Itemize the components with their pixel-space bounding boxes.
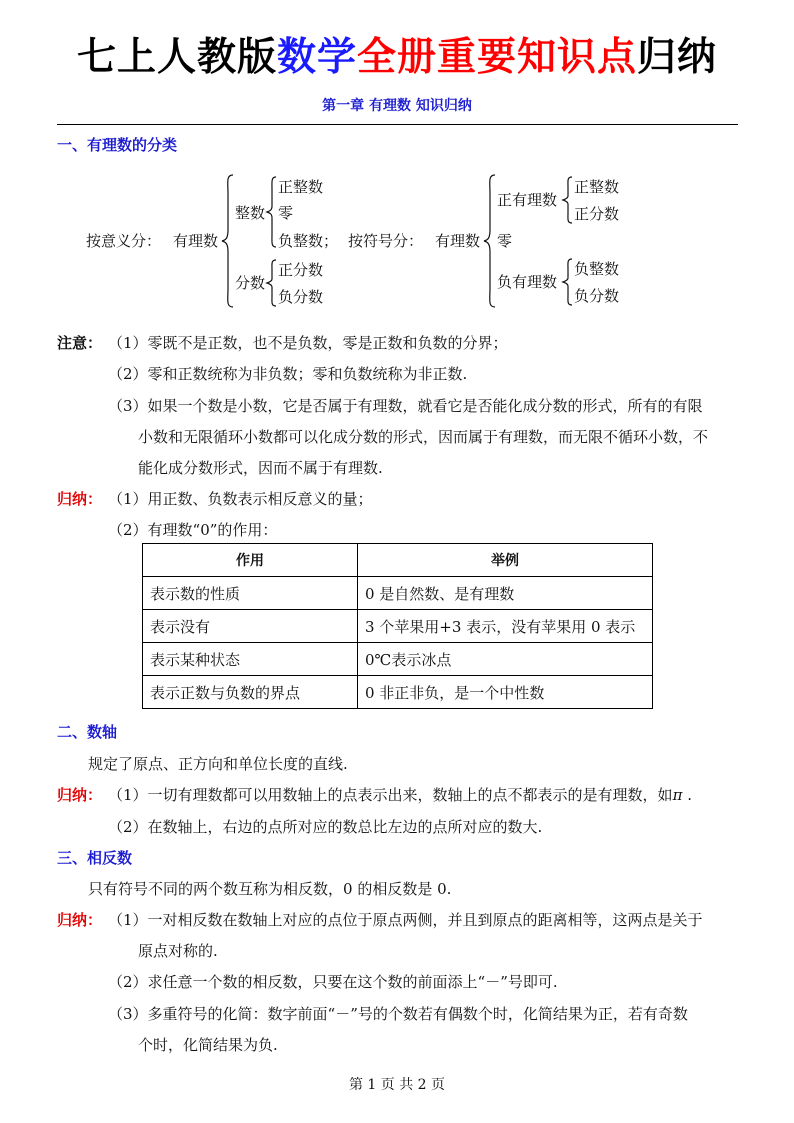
summary-1-item-1: （1）用正数、负数表示相反意义的量； <box>108 490 373 508</box>
by-meaning-root: 有理数 <box>173 232 219 250</box>
table-cell: 表示数的性质 <box>143 577 358 610</box>
by-sign-negative-integer: 负整数 <box>574 260 620 278</box>
table-cell: 3 个苹果用+3 表示，没有苹果用 0 表示 <box>358 610 653 643</box>
by-sign-prefix: 按符号分： <box>348 232 424 250</box>
table-cell: 表示某种状态 <box>143 643 358 676</box>
summary-3-item-3-line-2: 个时，化简结果为负. <box>138 1036 278 1054</box>
brace-fraction <box>266 259 278 307</box>
page-footer: 第 1 页 共 2 页 <box>348 1077 446 1093</box>
by-meaning-positive-fraction: 正分数 <box>278 261 324 279</box>
title-part-math: 数学 <box>276 35 357 80</box>
by-meaning-negative-integer: 负整数； <box>278 232 339 250</box>
brace-integer <box>266 176 278 248</box>
summary-3-item-1-line-1: （1）一对相反数在数轴上对应的点位于原点两侧，并且到原点的距离相等，这两点是关于 <box>108 911 703 929</box>
section-3-definition: 只有符号不同的两个数互称为相反数，0 的相反数是 0. <box>88 880 452 898</box>
brace-root-sign <box>483 174 497 308</box>
title-part-1: 七上人教版 <box>76 35 277 80</box>
summary-2-item-2: （2）在数轴上，右边的点所对应的数总比左边的点所对应的数大. <box>108 818 543 836</box>
table-row <box>143 577 653 610</box>
summary-2-label: 归纳： <box>57 786 103 804</box>
section-2-heading: 二、数轴 <box>57 723 118 741</box>
table-row <box>143 676 653 709</box>
table-row <box>143 643 653 676</box>
section-3-heading: 三、相反数 <box>57 849 133 867</box>
by-meaning-negative-fraction: 负分数 <box>278 288 324 306</box>
title-part-2: 归纳 <box>637 35 718 80</box>
document-title <box>0 26 794 82</box>
header-rule <box>57 124 738 125</box>
brace-root-meaning <box>221 174 235 308</box>
summary-3-item-3-line-1: （3）多重符号的化简：数字前面“－”号的个数若有偶数个时，化简结果为正，若有奇数 <box>108 1005 688 1023</box>
section-2-definition: 规定了原点、正方向和单位长度的直线. <box>88 755 348 773</box>
notes-label: 注意： <box>57 334 103 352</box>
table-row <box>143 610 653 643</box>
by-sign-positive-rational: 正有理数 <box>497 191 558 209</box>
table-header-example: 举例 <box>358 544 653 577</box>
by-meaning-zero: 零 <box>278 204 294 222</box>
brace-positive-rational <box>562 176 574 224</box>
note-3-line-1: （3）如果一个数是小数，它是否属于有理数，就看它是否能化成分数的形式，所有的有限 <box>108 397 703 415</box>
table-header-row <box>143 544 653 577</box>
note-3-line-2: 小数和无限循环小数都可以化成分数的形式，因而属于有理数，而无限不循环小数，不 <box>138 428 709 446</box>
by-sign-positive-fraction: 正分数 <box>574 205 620 223</box>
brace-negative-rational <box>562 258 574 306</box>
table-cell: 0 非正非负，是一个中性数 <box>358 676 653 709</box>
by-meaning-fraction: 分数 <box>235 274 266 292</box>
table-cell: 0 是自然数、是有理数 <box>358 577 653 610</box>
pi-symbol: π <box>672 786 683 804</box>
section-1-heading: 一、有理数的分类 <box>57 136 178 154</box>
title-part-highlight: 全册重要知识点 <box>357 35 638 80</box>
table-header-role: 作用 <box>143 544 358 577</box>
by-meaning-prefix: 按意义分： <box>86 232 162 250</box>
table-cell: 表示没有 <box>143 610 358 643</box>
chapter-heading: 第一章 有理数 知识归纳 <box>322 98 472 114</box>
summary-1-item-2: （2）有理数“0”的作用： <box>108 521 278 539</box>
by-meaning-integer: 整数 <box>235 204 266 222</box>
by-sign-positive-integer: 正整数 <box>574 178 620 196</box>
zero-role-table <box>142 543 653 709</box>
note-3-line-3: 能化成分数形式，因而不属于有理数. <box>138 459 383 477</box>
summary-3-label: 归纳： <box>57 911 103 929</box>
summary-3-item-2: （2）求任意一个数的相反数，只要在这个数的前面添上“－”号即可. <box>108 973 558 991</box>
by-sign-negative-fraction: 负分数 <box>574 287 620 305</box>
note-2: （2）零和正数统称为非负数；零和负数统称为非正数. <box>108 365 468 383</box>
summary-2-item-1 <box>108 784 692 805</box>
table-cell: 0℃表示冰点 <box>358 643 653 676</box>
summary-1-label: 归纳： <box>57 490 103 508</box>
summary-3-item-1-line-2: 原点对称的. <box>138 942 218 960</box>
summary-2-item-1-end: . <box>682 786 692 804</box>
by-meaning-positive-integer: 正整数 <box>278 178 324 196</box>
table-cell: 表示正数与负数的界点 <box>143 676 358 709</box>
by-sign-negative-rational: 负有理数 <box>497 273 558 291</box>
note-1: （1）零既不是正数，也不是负数，零是正数和负数的分界； <box>108 334 508 352</box>
summary-2-item-1-text: （1）一切有理数都可以用数轴上的点表示出来，数轴上的点不都表示的是有理数，如 <box>108 786 673 804</box>
by-sign-root: 有理数 <box>435 232 481 250</box>
by-sign-zero: 零 <box>497 232 513 250</box>
